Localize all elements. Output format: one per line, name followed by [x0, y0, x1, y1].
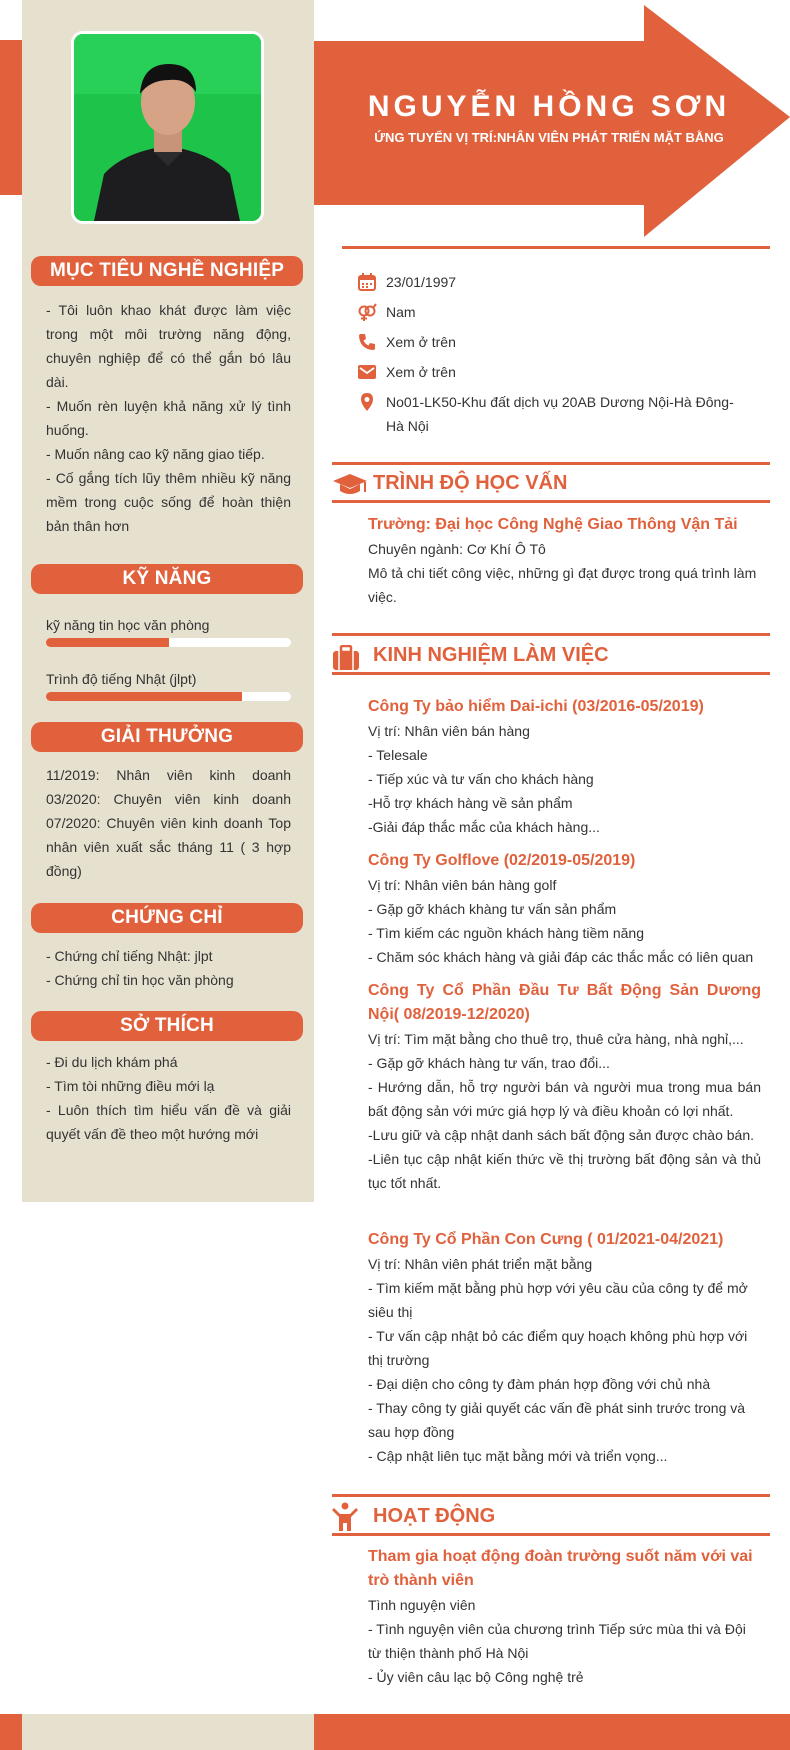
experience-heading: KINH NGHIỆM LÀM VIỆC	[373, 644, 609, 666]
job-line: Vị trí: Tìm mặt bằng cho thuê trọ, thuê cửa hàng, nhà nghỉ,...	[368, 1031, 744, 1047]
decor-band-bottom-sidebar	[22, 1714, 314, 1750]
awards-content: 11/2019: Nhân viên kinh doanh 03/2020: Chuyên viên kinh doanh 07/2020: Chuyên viên kinh doanh Top nhân viên xuất sắc tháng 11 ( 3 hợp đồng)	[46, 767, 291, 879]
certificates-text	[46, 944, 291, 992]
phone-icon	[357, 332, 377, 352]
skill-bar-fill	[46, 692, 242, 701]
objective-item: - Cố gắng tích lũy thêm nhiều kỹ năng mềm trong cuộc sống để hoàn thiện bản thân hơn	[46, 470, 291, 534]
objective-text	[46, 298, 291, 538]
job-line: Vị trí: Nhân viên bán hàng golf	[368, 877, 557, 893]
objective-item: - Muốn rèn luyện khả năng xử lý tình huống.	[46, 398, 291, 438]
skill-label: kỹ năng tin học văn phòng	[46, 617, 210, 633]
section-divider	[332, 1533, 770, 1536]
hobby-item: - Đi du lịch khám phá	[46, 1054, 178, 1070]
graduation-cap-icon	[332, 472, 368, 498]
job-line: - Thay công ty giải quyết các vấn đề phát sinh trước trong và sau hợp đồng	[368, 1400, 746, 1440]
job-line: - Gặp gỡ khách khàng tư vấn sản phẩm	[368, 901, 617, 917]
job-title: Công Ty bảo hiểm Dai-ichi (03/2016-05/2019)	[368, 698, 704, 715]
hobby-item: - Tìm tòi những điều mới lạ	[46, 1078, 215, 1094]
job-line: - Telesale	[368, 747, 428, 763]
avatar-illustration	[74, 34, 261, 221]
candidate-position: ỨNG TUYỂN VỊ TRÍ:NHÂN VIÊN PHÁT TRIỂN MẶT BẰNG	[374, 130, 724, 145]
calendar-icon	[357, 272, 377, 292]
objective-item: - Muốn nâng cao kỹ năng giao tiếp.	[46, 446, 265, 462]
address-value	[386, 390, 746, 438]
candidate-name: NGUYỄN HỒNG SƠN	[367, 90, 731, 123]
skill-bar	[46, 638, 291, 647]
job-line: - Cập nhật liên tục mặt bằng mới và triển vọng...	[368, 1448, 668, 1464]
section-divider	[332, 1494, 770, 1497]
profile-photo	[71, 31, 264, 224]
dob-value: 23/01/1997	[386, 274, 457, 290]
job-line: - Tìm kiếm các nguồn khách hàng tiềm năng	[368, 925, 645, 941]
section-divider	[332, 462, 770, 465]
section-divider	[332, 500, 770, 503]
email-value: Xem ở trên	[386, 364, 456, 380]
certificate-item: - Chứng chỉ tin học văn phòng	[46, 972, 234, 988]
job-line: - Tìm kiếm mặt bằng phù hợp với yêu cầu của công ty để mở siêu thị	[368, 1280, 748, 1320]
hobbies-text	[46, 1050, 291, 1146]
hobby-item: - Luôn thích tìm hiểu vấn đề và giải quyết vấn đề theo một hướng mới	[46, 1102, 291, 1142]
email-icon	[357, 362, 377, 382]
job-line: -Hỗ trợ khách hàng về sản phẩm	[368, 795, 573, 811]
education-major: Chuyên ngành: Cơ Khí Ô Tô	[368, 541, 546, 557]
experience-job	[368, 1228, 761, 1468]
briefcase-icon	[332, 645, 360, 671]
job-line: - Tiếp xúc và tư vấn cho khách hàng	[368, 771, 594, 787]
skill-bar-fill	[46, 638, 169, 647]
job-line: - Tư vấn cập nhật bỏ các điểm quy hoạch không phù hợp với thị trường	[368, 1328, 748, 1368]
phone-value: Xem ở trên	[386, 334, 456, 350]
skill-bar	[46, 692, 291, 701]
hobbies-heading: SỞ THÍCH	[31, 1011, 303, 1041]
activity-title: Tham gia hoạt động đoàn trường suốt năm với vai trò thành viên	[368, 1548, 753, 1589]
address-line: Hà Nội	[386, 418, 429, 434]
header-divider	[342, 246, 770, 249]
job-title: Công Ty Cổ Phần Con Cưng ( 01/2021-04/2021)	[368, 1231, 724, 1248]
person-activity-icon	[332, 1502, 358, 1532]
activity-line: - Ủy viên câu lạc bộ Công nghệ trẻ	[368, 1669, 584, 1685]
activities-heading: HOẠT ĐỘNG	[373, 1505, 496, 1527]
location-pin-icon	[357, 392, 377, 412]
awards-text	[46, 763, 291, 883]
job-line: Vị trí: Nhân viên phát triển mặt bằng	[368, 1256, 593, 1272]
awards-heading: GIẢI THƯỞNG	[31, 722, 303, 752]
activity-line: - Tình nguyện viên của chương trình Tiếp sức mùa thi và Đội từ thiện thành phố Hà Nội	[368, 1621, 746, 1661]
skills-heading: KỸ NĂNG	[31, 564, 303, 594]
job-line: - Đại diện cho công ty đàm phán hợp đồng với chủ nhà	[368, 1376, 711, 1392]
education-entry	[368, 513, 761, 609]
job-line: - Chăm sóc khách hàng và giải đáp các thắc mắc có liên quan	[368, 949, 754, 965]
section-divider	[332, 672, 770, 675]
job-line: -Giải đáp thắc mắc của khách hàng...	[368, 819, 600, 835]
decor-band-left	[0, 40, 22, 195]
education-school: Trường: Đại học Công Nghệ Giao Thông Vận Tải	[368, 516, 738, 533]
experience-job	[368, 695, 761, 839]
gender-icon	[357, 302, 377, 322]
job-title: Công Ty Cổ Phần Đầu Tư Bất Động Sản Dương Nội( 08/2019-12/2020)	[368, 982, 761, 1023]
activity-entry	[368, 1545, 761, 1689]
education-heading: TRÌNH ĐỘ HỌC VẤN	[373, 472, 568, 494]
activity-line: Tình nguyện viên	[368, 1597, 476, 1613]
education-desc: Mô tả chi tiết công việc, những gì đạt được trong quá trình làm việc.	[368, 565, 757, 605]
address-line: No01-LK50-Khu đất dịch vụ 20AB Dương Nội-Hà Đông-	[386, 394, 734, 410]
job-line: - Gặp gỡ khách hàng tư vấn, trao đổi...	[368, 1055, 610, 1071]
job-line: Vị trí: Nhân viên bán hàng	[368, 723, 530, 739]
certificate-item: - Chứng chỉ tiếng Nhật: jlpt	[46, 948, 213, 964]
job-line: -Lưu giữ và cập nhật danh sách bất động sản được chào bán.	[368, 1127, 754, 1143]
experience-job	[368, 849, 761, 969]
objective-heading: MỤC TIÊU NGHỀ NGHIỆP	[31, 256, 303, 286]
job-title: Công Ty Golflove (02/2019-05/2019)	[368, 852, 636, 869]
objective-item: - Tôi luôn khao khát được làm việc trong một môi trường năng động, chuyên nghiệp để có thể gắn bó lâu dài.	[46, 302, 291, 390]
experience-job	[368, 979, 761, 1195]
job-line: - Hướng dẫn, hỗ trợ người bán và người mua trong mua bán bất động sản với mức giá hợp lý và điều khoản có lợi nhất.	[368, 1079, 761, 1119]
job-line: -Liên tục cập nhật kiến thức về thị trường bất động sản và thủ tục tốt nhất.	[368, 1151, 761, 1191]
gender-value: Nam	[386, 304, 416, 320]
certificates-heading: CHỨNG CHỈ	[31, 903, 303, 933]
skill-label: Trình độ tiếng Nhật (jlpt)	[46, 671, 197, 687]
section-divider	[332, 633, 770, 636]
